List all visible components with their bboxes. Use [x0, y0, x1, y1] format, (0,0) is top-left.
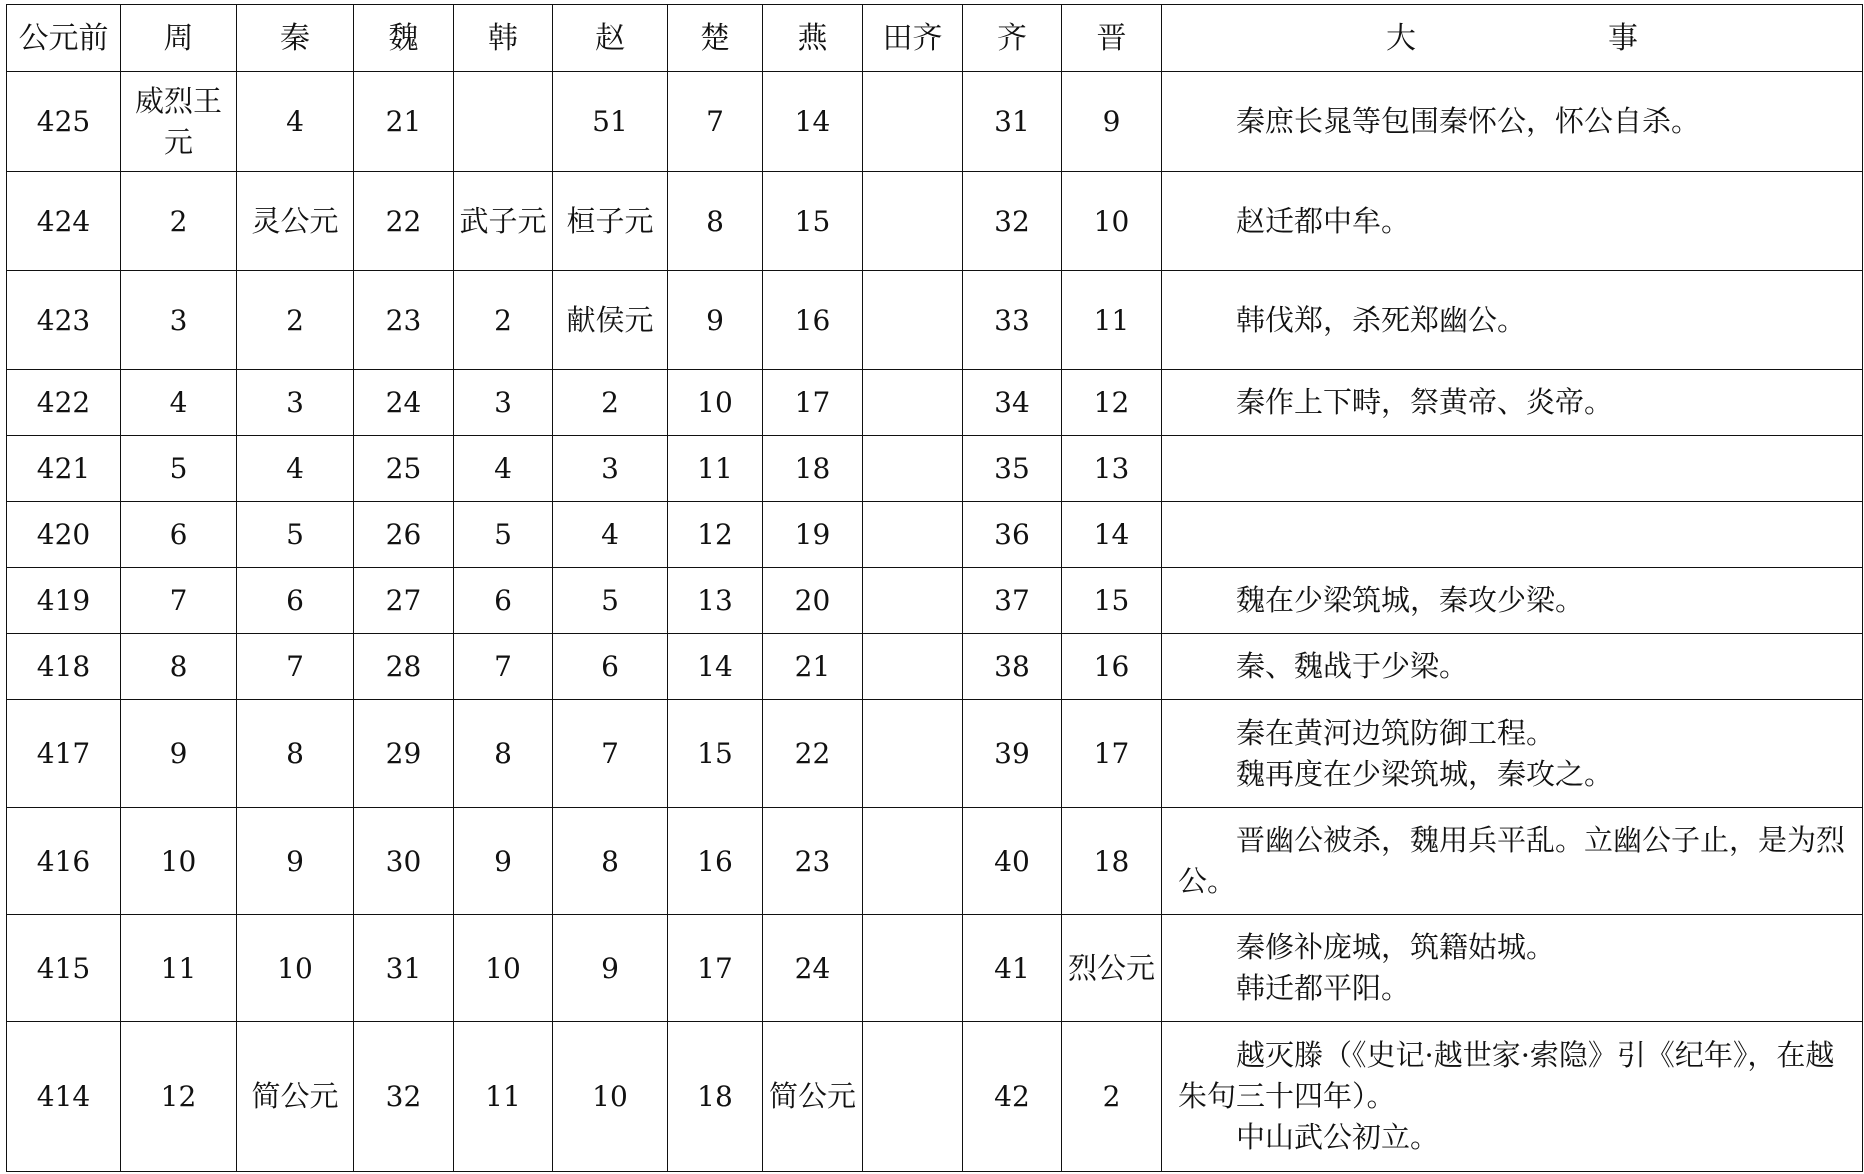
cell-events — [1162, 634, 1863, 700]
cell-year: 417 — [7, 700, 121, 808]
header-chu: 楚 — [668, 5, 763, 72]
cell-han: 9 — [454, 808, 553, 915]
cell-qi: 34 — [963, 370, 1062, 436]
cell-zhao: 51 — [553, 72, 668, 172]
cell-han: 武子元 — [454, 172, 553, 271]
cell-chu: 18 — [668, 1022, 763, 1172]
cell-zhao: 10 — [553, 1022, 668, 1172]
cell-jin: 烈公元 — [1062, 915, 1162, 1022]
cell-qi: 41 — [963, 915, 1062, 1022]
cell-wei: 22 — [354, 172, 454, 271]
header-han: 韩 — [454, 5, 553, 72]
cell-qi: 35 — [963, 436, 1062, 502]
cell-yan: 17 — [763, 370, 863, 436]
cell-zhao: 献侯元 — [553, 271, 668, 370]
cell-wei: 25 — [354, 436, 454, 502]
cell-tianqi — [863, 808, 963, 915]
cell-jin: 12 — [1062, 370, 1162, 436]
cell-yan: 20 — [763, 568, 863, 634]
table-row — [7, 568, 1863, 634]
cell-wei: 21 — [354, 72, 454, 172]
cell-jin: 9 — [1062, 72, 1162, 172]
cell-chu: 11 — [668, 436, 763, 502]
cell-tianqi — [863, 502, 963, 568]
cell-zhou: 7 — [121, 568, 237, 634]
event-text: 魏在少梁筑城，秦攻少梁。 — [1236, 583, 1585, 617]
event-text: 中山武公初立。 — [1236, 1120, 1440, 1154]
cell-wei: 30 — [354, 808, 454, 915]
cell-events — [1162, 502, 1863, 568]
header-year: 公元前 — [7, 5, 121, 72]
cell-qi: 38 — [963, 634, 1062, 700]
header-events — [1162, 5, 1863, 72]
event-text: 赵迁都中牟。 — [1236, 203, 1411, 238]
event-text: 秦、魏战于少梁。 — [1236, 649, 1469, 683]
cell-wei: 26 — [354, 502, 454, 568]
table-row — [7, 271, 1863, 370]
cell-wei: 23 — [354, 271, 454, 370]
cell-chu: 15 — [668, 700, 763, 808]
cell-qi: 40 — [963, 808, 1062, 915]
cell-qin: 2 — [237, 271, 354, 370]
cell-yan: 14 — [763, 72, 863, 172]
cell-zhao: 8 — [553, 808, 668, 915]
cell-zhao: 2 — [553, 370, 668, 436]
cell-events — [1162, 1022, 1863, 1172]
cell-qin: 4 — [237, 72, 354, 172]
cell-chu: 7 — [668, 72, 763, 172]
chronology-table — [6, 4, 1863, 1172]
cell-year: 418 — [7, 634, 121, 700]
cell-zhou: 8 — [121, 634, 237, 700]
cell-han: 8 — [454, 700, 553, 808]
cell-han: 2 — [454, 271, 553, 370]
cell-qin: 6 — [237, 568, 354, 634]
cell-events — [1162, 271, 1863, 370]
event-text: 晋幽公被杀，魏用兵平乱。立幽公子止，是为烈公。 — [1178, 823, 1846, 898]
cell-tianqi — [863, 1022, 963, 1172]
table-row — [7, 72, 1863, 172]
cell-han: 10 — [454, 915, 553, 1022]
header-events-label: 大事 — [1386, 20, 1830, 56]
cell-wei: 28 — [354, 634, 454, 700]
cell-qi: 31 — [963, 72, 1062, 172]
cell-tianqi — [863, 634, 963, 700]
cell-qin: 3 — [237, 370, 354, 436]
table-row — [7, 915, 1863, 1022]
cell-yan: 19 — [763, 502, 863, 568]
table-row — [7, 1022, 1863, 1172]
cell-zhao: 3 — [553, 436, 668, 502]
cell-chu: 16 — [668, 808, 763, 915]
cell-yan: 23 — [763, 808, 863, 915]
header-zhao: 赵 — [553, 5, 668, 72]
event-text: 秦庶长晁等包围秦怀公，怀公自杀。 — [1236, 104, 1701, 138]
cell-yan: 24 — [763, 915, 863, 1022]
cell-events — [1162, 72, 1863, 172]
cell-qin: 灵公元 — [237, 172, 354, 271]
cell-zhao: 桓子元 — [553, 172, 668, 271]
table-row — [7, 370, 1863, 436]
header-yan: 燕 — [763, 5, 863, 72]
cell-zhou: 2 — [121, 172, 237, 271]
cell-wei: 24 — [354, 370, 454, 436]
cell-yan: 简公元 — [763, 1022, 863, 1172]
cell-qin: 简公元 — [237, 1022, 354, 1172]
header-tianqi: 田齐 — [863, 5, 963, 72]
cell-chu: 12 — [668, 502, 763, 568]
cell-yan: 15 — [763, 172, 863, 271]
event-text: 秦作上下畤，祭黄帝、炎帝。 — [1236, 385, 1614, 419]
cell-zhou: 11 — [121, 915, 237, 1022]
cell-events — [1162, 808, 1863, 915]
table-row — [7, 502, 1863, 568]
cell-zhou: 3 — [121, 271, 237, 370]
cell-qin: 7 — [237, 634, 354, 700]
cell-qi: 36 — [963, 502, 1062, 568]
cell-zhou: 5 — [121, 436, 237, 502]
cell-wei: 29 — [354, 700, 454, 808]
event-text: 秦在黄河边筑防御工程。 — [1236, 715, 1556, 750]
cell-zhou: 9 — [121, 700, 237, 808]
event-text: 越灭滕（《史记·越世家·索隐》引《纪年》，在越朱句三十四年）。 — [1178, 1038, 1835, 1113]
header-zhou: 周 — [121, 5, 237, 72]
cell-year: 420 — [7, 502, 121, 568]
cell-jin: 15 — [1062, 568, 1162, 634]
cell-zhou: 威烈王元 — [121, 72, 237, 172]
cell-jin: 16 — [1062, 634, 1162, 700]
cell-tianqi — [863, 700, 963, 808]
cell-qi: 33 — [963, 271, 1062, 370]
table-row — [7, 634, 1863, 700]
cell-han: 11 — [454, 1022, 553, 1172]
cell-events — [1162, 700, 1863, 808]
cell-jin: 17 — [1062, 700, 1162, 808]
cell-tianqi — [863, 271, 963, 370]
cell-year: 421 — [7, 436, 121, 502]
cell-tianqi — [863, 172, 963, 271]
cell-tianqi — [863, 436, 963, 502]
cell-zhao: 9 — [553, 915, 668, 1022]
cell-yan: 21 — [763, 634, 863, 700]
cell-han: 5 — [454, 502, 553, 568]
cell-zhao: 4 — [553, 502, 668, 568]
header-jin: 晋 — [1062, 5, 1162, 72]
cell-qi: 32 — [963, 172, 1062, 271]
cell-jin: 18 — [1062, 808, 1162, 915]
table-row — [7, 808, 1863, 915]
cell-year: 419 — [7, 568, 121, 634]
cell-zhou: 12 — [121, 1022, 237, 1172]
cell-year: 425 — [7, 72, 121, 172]
cell-yan: 22 — [763, 700, 863, 808]
cell-han: 7 — [454, 634, 553, 700]
cell-events — [1162, 172, 1863, 271]
table-body — [7, 72, 1863, 1172]
cell-chu: 17 — [668, 915, 763, 1022]
cell-wei: 27 — [354, 568, 454, 634]
table-row — [7, 436, 1863, 502]
cell-tianqi — [863, 72, 963, 172]
cell-chu: 10 — [668, 370, 763, 436]
cell-tianqi — [863, 915, 963, 1022]
cell-yan: 18 — [763, 436, 863, 502]
cell-zhou: 4 — [121, 370, 237, 436]
cell-jin: 13 — [1062, 436, 1162, 502]
cell-year: 424 — [7, 172, 121, 271]
table-row — [7, 700, 1863, 808]
cell-year: 414 — [7, 1022, 121, 1172]
cell-chu: 9 — [668, 271, 763, 370]
cell-zhao: 5 — [553, 568, 668, 634]
cell-zhao: 7 — [553, 700, 668, 808]
cell-events — [1162, 915, 1863, 1022]
cell-tianqi — [863, 370, 963, 436]
header-row — [7, 5, 1863, 72]
cell-han — [454, 72, 553, 172]
cell-qin: 10 — [237, 915, 354, 1022]
cell-han: 6 — [454, 568, 553, 634]
cell-han: 3 — [454, 370, 553, 436]
cell-chu: 14 — [668, 634, 763, 700]
cell-chu: 8 — [668, 172, 763, 271]
header-wei: 魏 — [354, 5, 454, 72]
cell-year: 422 — [7, 370, 121, 436]
cell-jin: 11 — [1062, 271, 1162, 370]
cell-year: 415 — [7, 915, 121, 1022]
cell-qin: 9 — [237, 808, 354, 915]
cell-wei: 31 — [354, 915, 454, 1022]
event-text: 魏再度在少梁筑城，秦攻之。 — [1236, 756, 1614, 791]
cell-qi: 37 — [963, 568, 1062, 634]
cell-jin: 2 — [1062, 1022, 1162, 1172]
cell-events — [1162, 370, 1863, 436]
cell-qin: 4 — [237, 436, 354, 502]
header-qin: 秦 — [237, 5, 354, 72]
cell-han: 4 — [454, 436, 553, 502]
cell-tianqi — [863, 568, 963, 634]
event-text: 韩迁都平阳。 — [1236, 971, 1411, 1005]
cell-qin: 5 — [237, 502, 354, 568]
cell-chu: 13 — [668, 568, 763, 634]
cell-yan: 16 — [763, 271, 863, 370]
cell-qin: 8 — [237, 700, 354, 808]
cell-jin: 14 — [1062, 502, 1162, 568]
cell-zhou: 6 — [121, 502, 237, 568]
cell-qi: 42 — [963, 1022, 1062, 1172]
table-row — [7, 172, 1863, 271]
cell-events — [1162, 568, 1863, 634]
cell-year: 416 — [7, 808, 121, 915]
event-text: 秦修补庞城，筑籍姑城。 — [1236, 930, 1556, 964]
cell-zhou: 10 — [121, 808, 237, 915]
cell-year: 423 — [7, 271, 121, 370]
cell-qi: 39 — [963, 700, 1062, 808]
cell-events — [1162, 436, 1863, 502]
event-text: 韩伐郑，杀死郑幽公。 — [1236, 302, 1527, 337]
header-qi: 齐 — [963, 5, 1062, 72]
cell-jin: 10 — [1062, 172, 1162, 271]
cell-zhao: 6 — [553, 634, 668, 700]
cell-wei: 32 — [354, 1022, 454, 1172]
